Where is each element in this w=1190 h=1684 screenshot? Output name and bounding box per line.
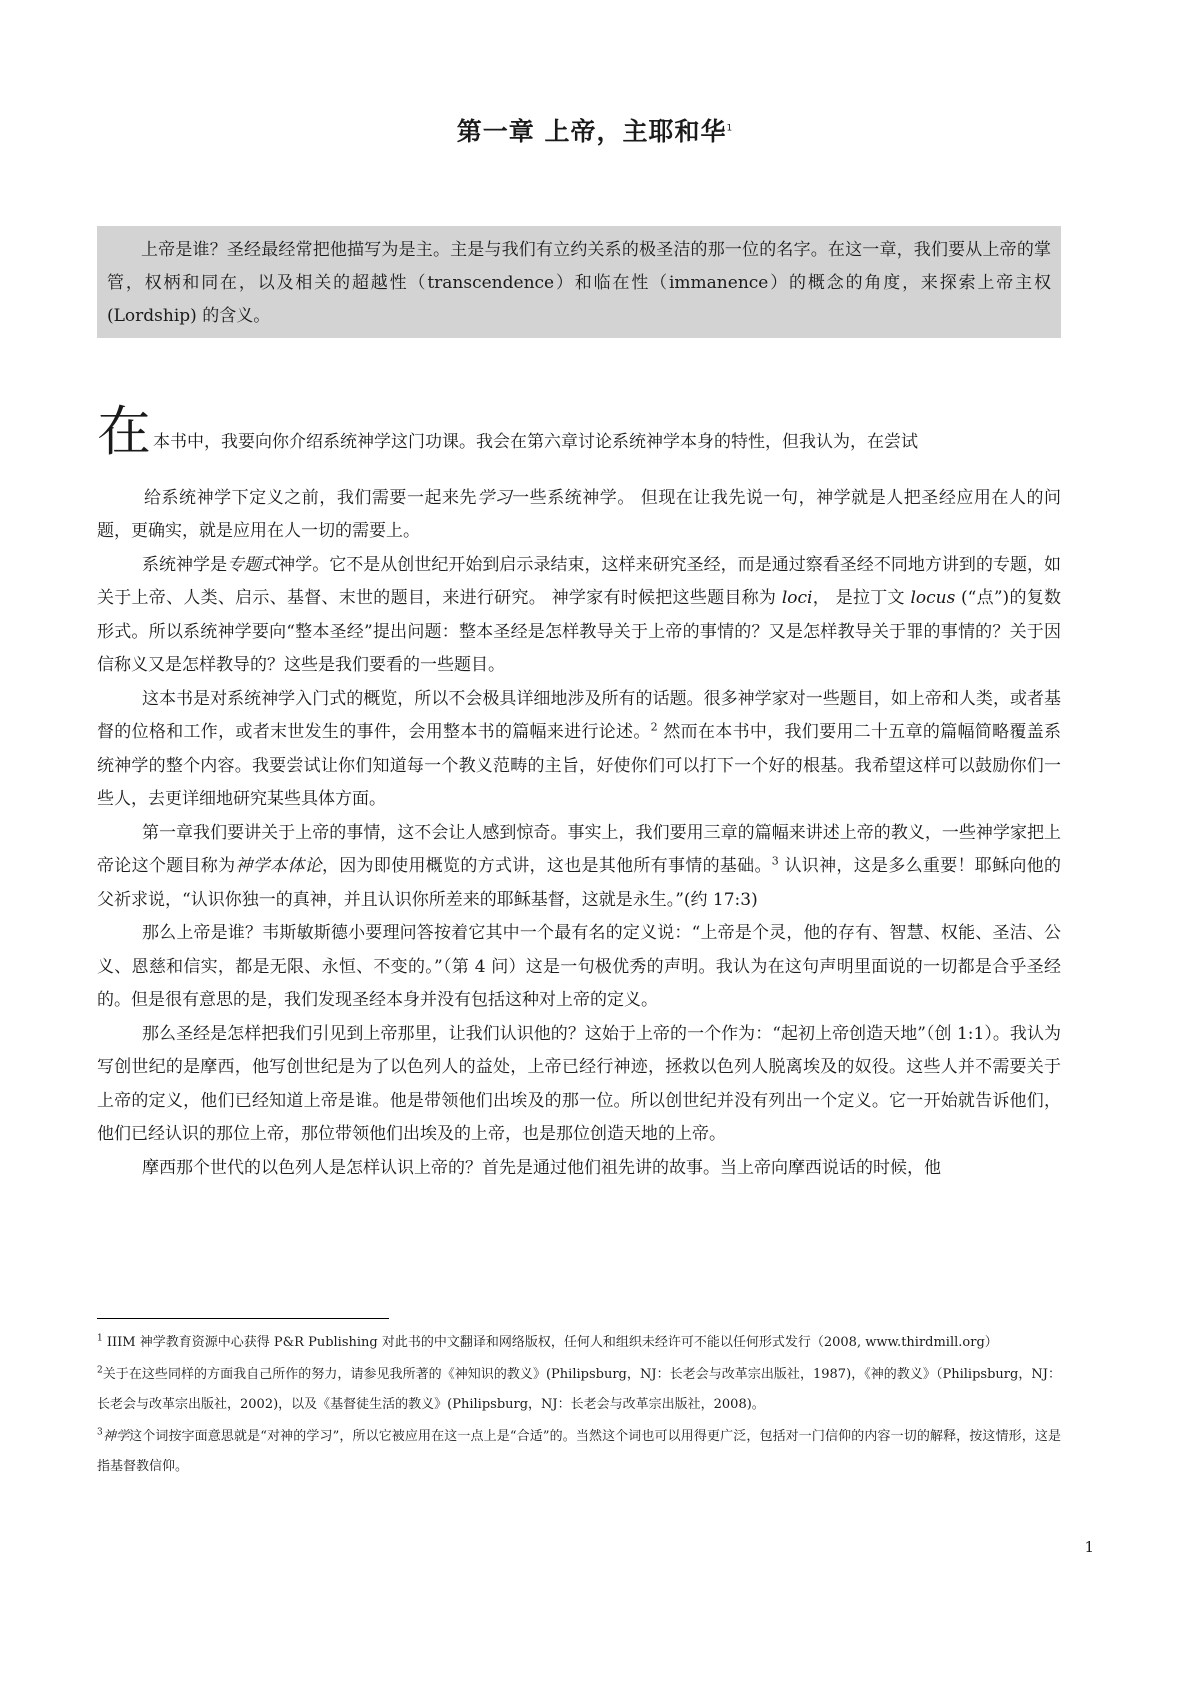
paragraph-2-text-a: 系统神学是 bbox=[142, 554, 228, 575]
title-footnote-ref[interactable]: 1 bbox=[726, 123, 734, 134]
footnote-2-number: 2 bbox=[97, 1365, 103, 1376]
emphasis-loci: loci bbox=[781, 588, 813, 608]
paragraph-3-text-b: 然而在本书中，我们要用二十五章的篇幅简略覆盖系统神学的整个内容。我要尝试让你们知道每一个教义范畴的主旨，好使你们可以打下一个好的根基。我希望这样可以鼓励你们一些人，去更详细地研究某些具体方面。 bbox=[97, 722, 1061, 809]
emphasis-locus: locus bbox=[910, 588, 956, 608]
emphasis-xuexi: 学习 bbox=[477, 487, 513, 508]
paragraph-4 bbox=[97, 817, 1061, 918]
paragraph-1 bbox=[97, 400, 1062, 549]
footnote-ref-2[interactable]: 2 bbox=[650, 720, 658, 734]
paragraph-7: 摩西那个世代的以色列人是怎样认识上帝的？首先是通过他们祖先讲的故事。当上帝向摩西说话的时候，他 bbox=[142, 1157, 941, 1178]
footnote-3-text: 这个词按字面意思就是“对神的学习”，所以它被应用在这一点上是“合适”的。当然这个词也可以用得更广泛，包括对一门信仰的内容一切的解释，按这情形，这是指基督教信仰。 bbox=[97, 1429, 1061, 1474]
paragraph-4-text-c: 认识神，这是多么重要！耶稣向他的父祈求说，“认识你独一的真神，并且认识你所差来的耶稣基督，这就是永生。”(约 17:3) bbox=[97, 856, 1062, 910]
chapter-title bbox=[0, 112, 1190, 148]
paragraph-3-text-a: 这本书是对系统神学入门式的概览，所以不会极具详细地涉及所有的话题。很多神学家对一些题目，如上帝和人类，或者基督的位格和工作，或者末世发生的事件，会用整本书的篇幅来进行论述。 bbox=[97, 688, 1061, 742]
footnote-separator bbox=[97, 1318, 389, 1319]
body-text bbox=[97, 400, 1062, 1185]
footnote-2-text: 关于在这些同样的方面我自己所作的努力，请参见我所著的《神知识的教义》(Philipsburg，NJ：长老会与改革宗出版社，1987)，《神的教义》（Philipsburg，NJ：长老会与改革宗出版社，2002)，以及《基督徒生活的教义》(Philipsburg，NJ：长老会与改革宗出版社，2008)。 bbox=[97, 1367, 1061, 1412]
paragraph-6: 那么圣经是怎样把我们引见到上帝那里，让我们认识他的？这始于上帝的一个作为：“起初上帝创造天地”（创 1:1）。我认为写创世纪的是摩西，他写创世纪是为了以色列人的益处，上帝已经行神迹，拯救以色列人脱离埃及的奴役。这些人并不需要关于上帝的定义，他们已经知道上帝是谁。他是带领他们出埃及的那一位。所以创世纪并没有列出一个定义。它一开始就告诉他们，他们已经认识的那位上帝，那位带领他们出埃及的上帝，也是那位创造天地的上帝。 bbox=[97, 1023, 1061, 1144]
paragraph-3 bbox=[97, 683, 1061, 817]
paragraph-4-text-b: ，因为即使用概览的方式讲，这也是其他所有事情的基础。 bbox=[321, 856, 772, 876]
footnote-1-number: 1 bbox=[97, 1333, 103, 1344]
paragraph-2-text-b: 神学。它不是从创世纪开始到启示录结束，这样来研究圣经，而是通过察看圣经不同地方讲到的专题，如关于上帝、人类、启示、基督、末世的题目，来进行研究。 神学家有时候把这些题目称为 bbox=[97, 554, 1062, 608]
paragraph-1-text-b: 一些系统神学。 但现在让我先说一句，神学就是人把圣经应用在人的问题，更确实，就是应用在人一切的需要上。 bbox=[97, 487, 1062, 541]
footnote-ref-3[interactable]: 3 bbox=[771, 854, 779, 868]
footnote-1-text: IIIM 神学教育资源中心获得 P&R Publishing 对此书的中文翻译和网络版权，任何人和组织未经许可不能以任何形式发行（2008, www.thirdmill.org） bbox=[102, 1335, 998, 1350]
footnote-1 bbox=[97, 1328, 1061, 1358]
footnote-3 bbox=[97, 1422, 1061, 1482]
paragraph-1-line-1: 本书中，我要向你介绍系统神学这门功课。我会在第六章讨论系统神学本身的特性，但我认为，在尝试 bbox=[153, 432, 918, 452]
emphasis-shenxue-bentilun: 神学本体论 bbox=[235, 856, 322, 876]
drop-cap: 在 bbox=[97, 400, 151, 463]
chapter-title-text: 第一章 上帝，主耶和华 bbox=[456, 117, 727, 146]
footnote-2 bbox=[97, 1360, 1061, 1420]
paragraph-5: 那么上帝是谁？韦斯敏斯德小要理问答按着它其中一个最有名的定义说：“上帝是个灵，他的存有、智慧、权能、圣洁、公义、恩慈和信实，都是无限、永恒、不变的。”（第 4 问）这是一句极优秀的声明。我认为在这句声明里面说的一切都是合乎圣经的。但是很有意思的是，我们发现圣经本身并没有包括这种对上帝的定义。 bbox=[97, 923, 1061, 1010]
footnotes bbox=[97, 1328, 1061, 1484]
paragraph-1-text-a: 给系统神学下定义之前，我们需要一起来先 bbox=[144, 487, 478, 508]
paragraph-4-text-a: 第一章我们要讲关于上帝的事情，这不会让人感到惊奇。事实上，我们要用三章的篇幅来讲述上帝的教义，一些神学家把上帝论这个题目称为 bbox=[97, 822, 1061, 876]
paragraph-2 bbox=[97, 549, 1061, 683]
paragraph-2-text-c: ， 是拉丁文 bbox=[812, 588, 911, 608]
chapter-summary-box bbox=[97, 226, 1061, 338]
footnote-3-number: 3 bbox=[97, 1427, 103, 1438]
chapter-summary-text: 上帝是谁？圣经最经常把他描写为是主。主是与我们有立约关系的极圣洁的那一位的名字。在这一章，我们要从上帝的掌管，权柄和同在，以及相关的超越性（transcendence）和临在性（immanence）的概念的角度，来探索上帝主权 (Lordship) 的含义。 bbox=[107, 240, 1051, 326]
paragraph-2-text-d: (“点”)的复数形式。所以系统神学要向“整本圣经”提出问题：整本圣经是怎样教导关于上帝的事情的？又是怎样教导关于罪的事情的？关于因信称义又是怎样教导的？这些是我们要看的一些题目。 bbox=[97, 588, 1061, 675]
footnote-3-emphasis: 神学 bbox=[102, 1429, 130, 1444]
paragraph-1-continuation bbox=[97, 482, 1061, 549]
page-number: 1 bbox=[1084, 1538, 1094, 1556]
emphasis-zhuantishi: 专题式 bbox=[227, 554, 279, 575]
